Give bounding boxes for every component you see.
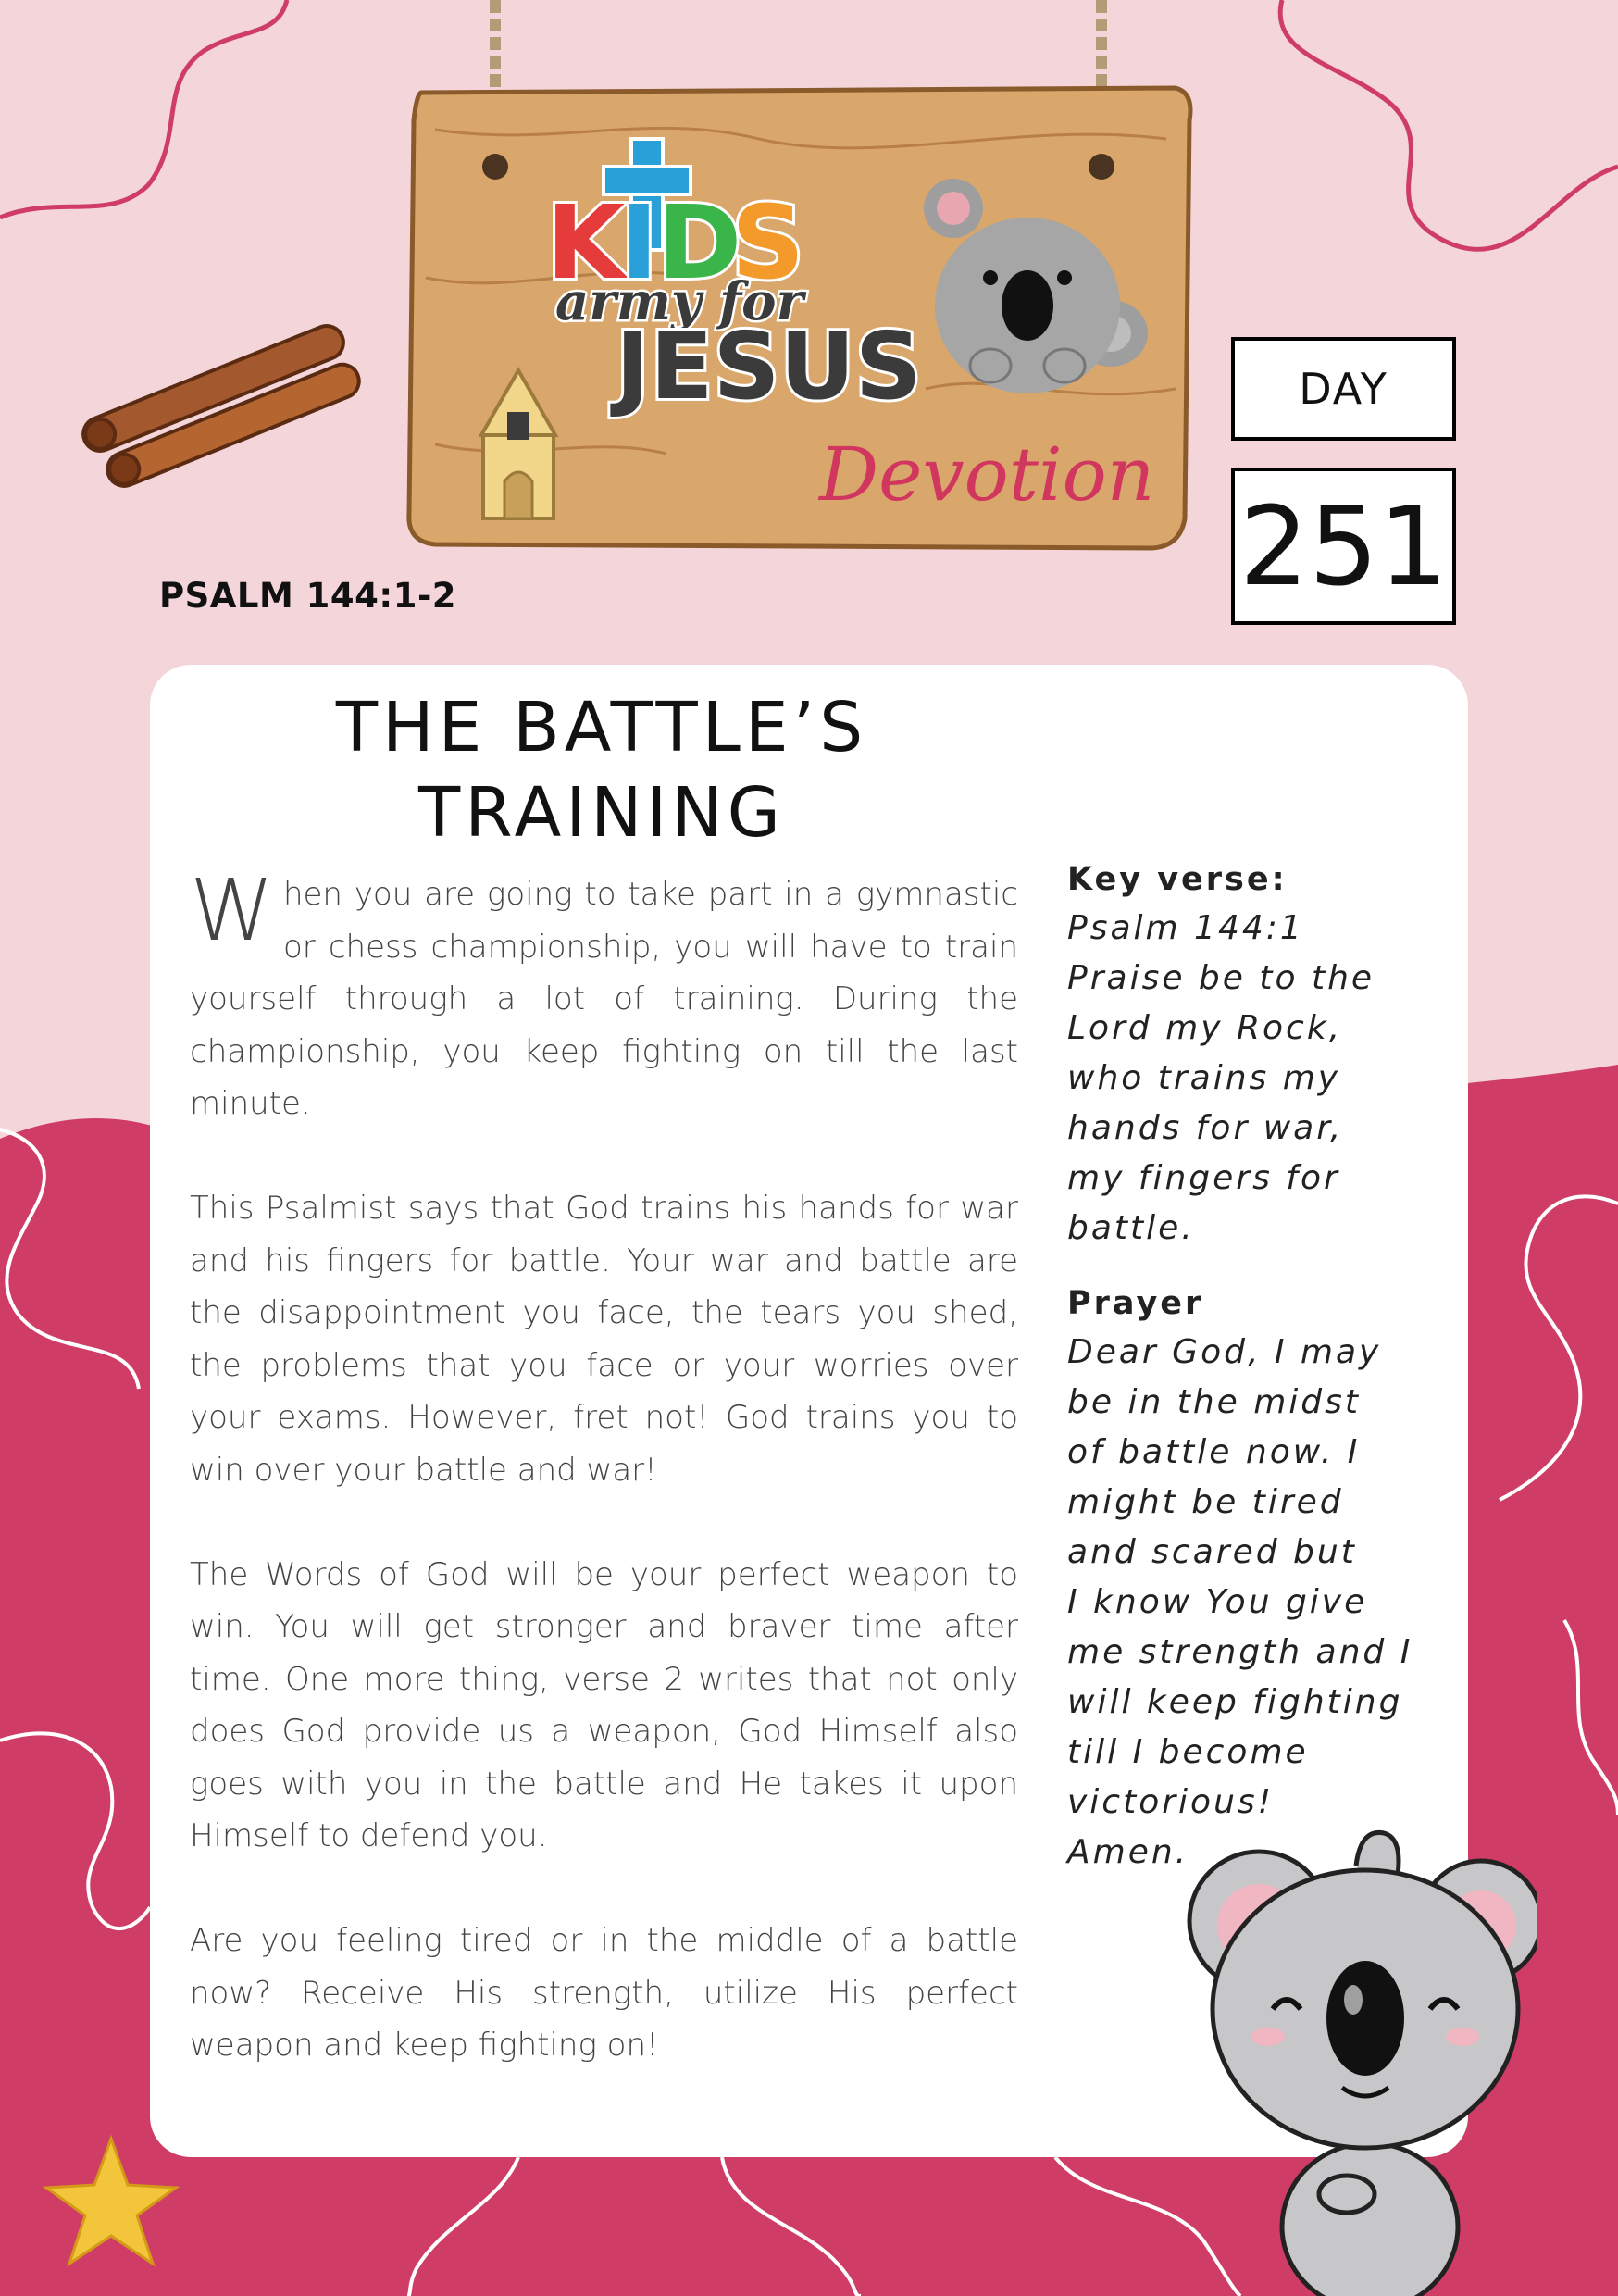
koala-mascot-icon [1185,1810,1537,2296]
day-number: 251 [1231,468,1456,625]
prayer-heading: Prayer [1067,1285,1204,1322]
cinnamon-sticks-icon [72,306,368,505]
svg-text:D: D [657,183,742,302]
body-paragraph-4: Are you feeling tired or in the middle of a battle now? Receive His strength, utilize His perfect weapon and keep fighting on! [190,1922,1018,2064]
body-paragraph-3: The Words of God will be your perfect weapon to win. You will get stronger and braver time after time. One more thing, verse 2 writes that not only does God provide us a weapon, God Himself also goes with you in the battle and He takes it upon Himself to defend you. [190,1555,1018,1854]
svg-text:Devotion: Devotion [819,431,1155,518]
key-verse-text: Psalm 144:1 Praise be to the Lord my Rock, who trains my hands for war, my fingers for battle. [1067,909,1375,1247]
devotion-body [190,861,1018,2124]
svg-text:S: S [731,183,805,302]
svg-text:army for: army for [555,271,804,332]
day-label: DAY [1231,337,1456,441]
svg-text:I: I [620,183,658,302]
title-line-2: TRAINING [418,773,785,853]
prayer-text: Dear God, I may be in the midst of battle now. I might be tired and scared but I know You give me strength and I will keep fighting till I become victorious! Amen. [1067,1333,1413,1871]
body-paragraph-1: When you are going to take part in a gymnastic or chess championship, you will have to train yourself through a lot of training. During the championship, you keep fighting on till the last minute. [190,861,1018,1122]
scripture-reference: PSALM 144:1-2 [159,576,457,616]
title-line-1: THE BATTLE’S [335,688,868,767]
body-paragraph-2: This Psalmist says that God trains his hands for war and his fingers for battle. Your war and battle are the disappointment you face, the tears you shed, the problems that you face or your worries over your exams. However, fret not! God trains you to win over your battle and war! [190,1190,1018,1489]
logo-kids: K [546,183,626,302]
starfish-icon [37,2134,185,2273]
svg-text:JESUS: JESUS [616,312,922,420]
devotion-title [194,685,1009,855]
sidebar [1067,855,1456,1878]
drop-cap: W [190,861,274,960]
key-verse-heading: Key verse: [1067,861,1288,898]
